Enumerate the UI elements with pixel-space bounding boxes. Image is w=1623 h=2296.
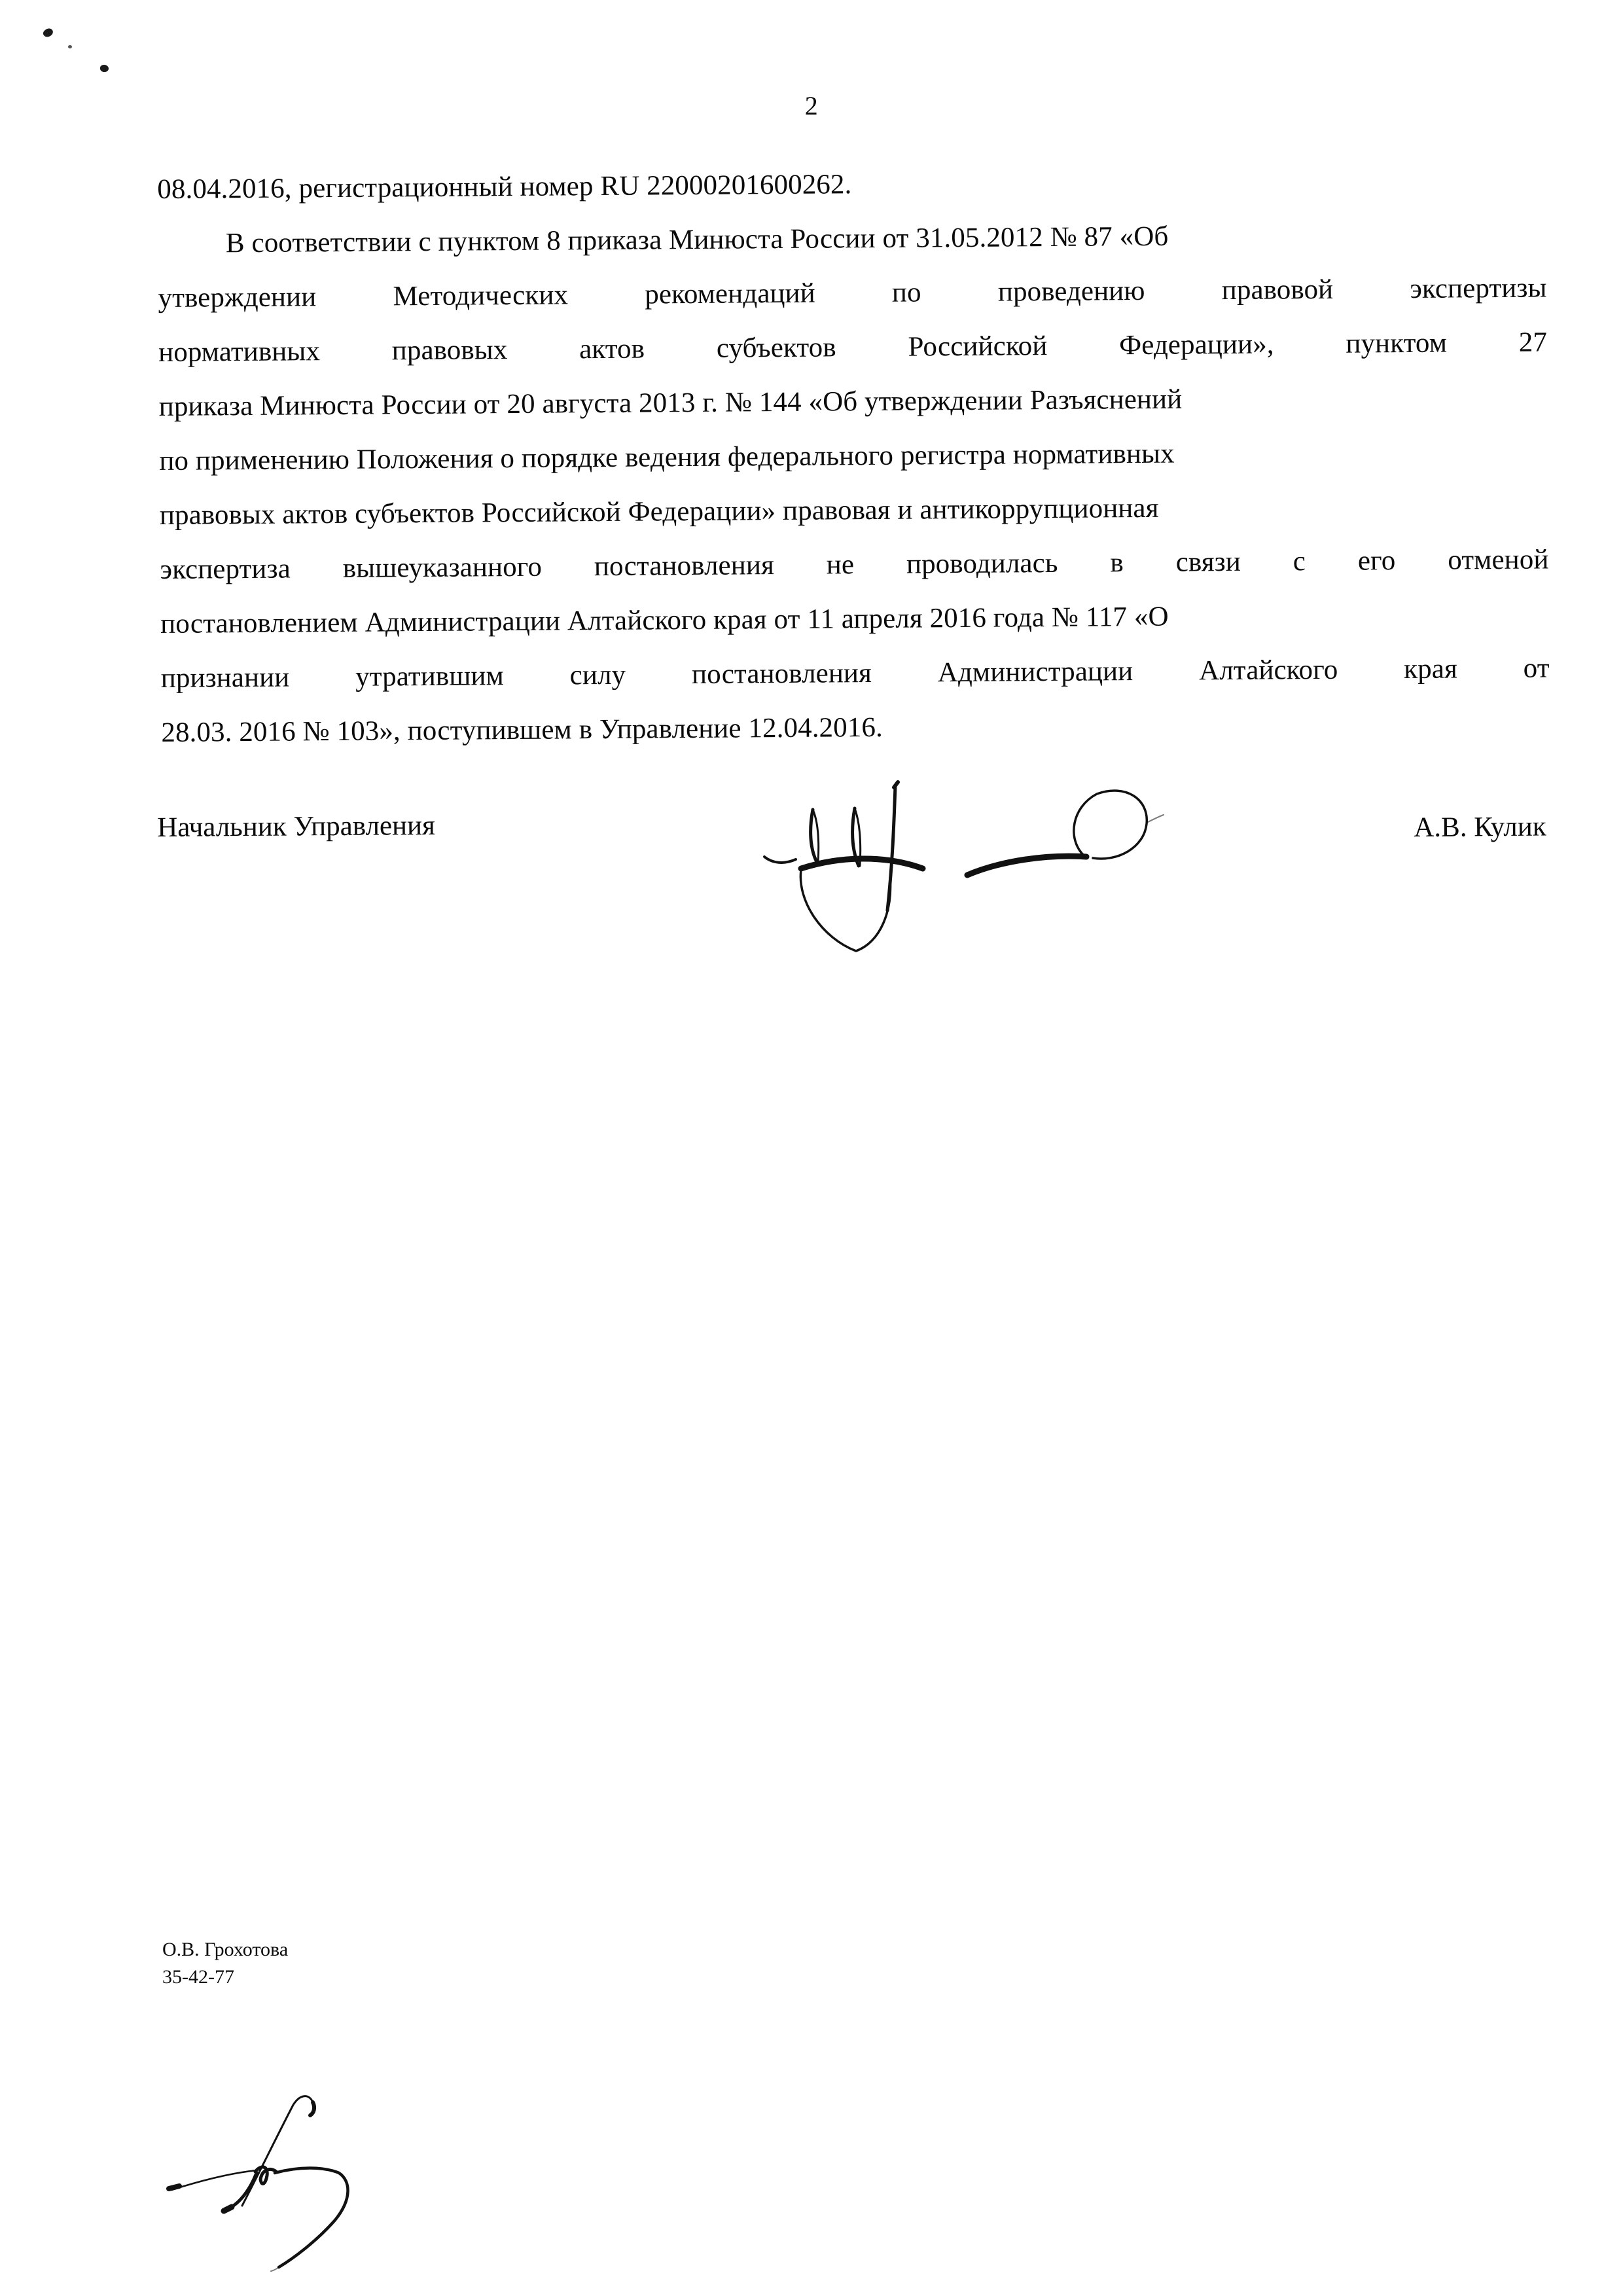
body-word: нормативных [158,336,321,368]
body-word: вышеуказанного [342,551,543,584]
body-line: 28.03. 2016 № 103», поступившем в Управление 12.04.2016. [161,711,883,748]
body-word: Методических [393,279,569,312]
page-number: 2 [804,91,819,120]
body-word: связи [1175,546,1241,578]
body-word: проведению [997,275,1145,308]
body-line [158,315,1548,380]
body-word: по [891,277,921,308]
body-line: правовых актов субъектов Российской Федерации» правовая и антикоррупционная [159,492,1159,531]
body-word: экспертиза [160,553,291,585]
body-word: Администрации [937,656,1133,689]
executor-phone: 35-42-77 [162,1966,234,1988]
handwritten-signature-icon [759,770,1178,980]
body-line [160,532,1549,597]
body-word: Федерации», [1118,329,1274,361]
body-word: Российской [908,331,1048,363]
body-word: постановления [594,550,775,583]
executor-block [162,1936,288,1991]
body-word: в [1110,547,1124,579]
body-word: отменой [1448,544,1549,576]
signatory-title: Начальник Управления [157,810,435,843]
executor-name: О.В. Грохотова [162,1939,289,1960]
body-word: утверждении [158,281,317,314]
body-word: актов [579,333,645,365]
scan-speck-icon [100,65,109,72]
body-word: субъектов [716,332,836,364]
body-line [160,641,1550,706]
body-word: утратившим [355,660,505,692]
body-word: 27 [1518,327,1548,358]
body-line: по применению Положения о порядке ведения федерального регистра нормативных [159,438,1175,476]
body-word: силу [569,659,626,691]
document-body [157,152,1550,760]
body-word: правовой [1221,274,1334,306]
body-word: правовых [391,334,508,367]
body-line: 08.04.2016, регистрационный номер RU 22000201600262. [157,169,852,205]
body-word: его [1357,545,1396,577]
body-word: края [1404,653,1458,685]
signatory-name: А.В. Кулик [1413,811,1546,843]
body-word: Алтайского [1198,654,1338,687]
body-word: экспертизы [1410,272,1547,304]
body-word: проводилась [906,547,1058,580]
body-line: В соответствии с пунктом 8 приказа Минюста России от 31.05.2012 № 87 «Об [225,221,1169,259]
body-word: рекомендаций [645,278,815,310]
signature-block [157,806,1546,865]
body-line: приказа Минюста России от 20 августа 2013 г. № 144 «Об утверждении Разъяснений [158,384,1183,422]
body-line: постановлением Администрации Алтайского края от 11 апреля 2016 года № 117 «О [160,601,1169,639]
body-word: не [826,549,855,581]
body-line [158,260,1547,325]
body-word: пунктом [1346,327,1448,359]
scan-speck-icon [42,27,54,39]
body-word: с [1293,546,1306,577]
body-word: признании [160,662,290,694]
body-word: от [1523,653,1550,684]
scan-speck-icon [68,45,72,48]
body-word: постановления [691,658,872,691]
handwritten-signature-bottom-icon [164,2075,386,2271]
